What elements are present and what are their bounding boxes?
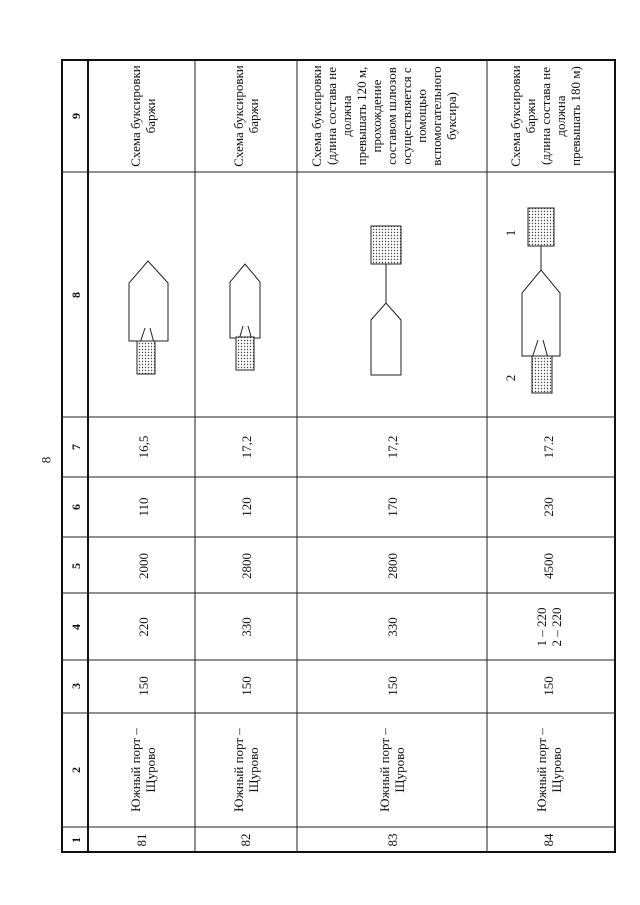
cell-col-6: 170: [385, 497, 400, 517]
note-line: баржи: [246, 98, 261, 134]
barge: [137, 341, 155, 374]
route-line-1: Южный порт –: [231, 728, 246, 812]
header-col-8: 8: [69, 292, 83, 298]
cell-col-7: 17,2: [385, 435, 400, 459]
tow-line: [543, 340, 548, 358]
cell-col-6: 230: [541, 497, 556, 517]
note-line: баржи: [143, 98, 158, 134]
cell-col-6: 110: [136, 497, 151, 517]
header-col-1: 1: [69, 837, 83, 843]
cell-col-4: 330: [385, 617, 400, 637]
cell-col-4: 220: [136, 617, 151, 637]
note-line: превышать 180 м): [568, 66, 583, 166]
note-line: должна: [553, 95, 568, 137]
cell-col-3: 150: [136, 676, 151, 696]
cell-col-4-line-2: 2 – 220: [549, 607, 564, 647]
note-line: Схема буксировки: [508, 65, 523, 167]
cell-col-3: 150: [541, 676, 556, 696]
route-line-2: Щурово: [549, 747, 564, 793]
barge-2-label: 2: [503, 374, 518, 382]
note-line: осуществляется с: [399, 67, 414, 165]
header-col-9: 9: [69, 113, 83, 119]
cell-col-3: 150: [239, 676, 254, 696]
note-line: (длина состава не: [538, 66, 553, 166]
cell-col-5: 2800: [239, 553, 254, 579]
barge-1: [528, 208, 554, 246]
note-line: должна: [339, 95, 354, 137]
note-line: прохождение: [369, 79, 384, 153]
row-number: 83: [385, 833, 400, 847]
tug-hull: [230, 264, 260, 338]
note-line: помощью: [414, 89, 429, 143]
table-row: [230, 65, 261, 846]
barge: [371, 226, 401, 264]
barge-2: [532, 356, 552, 393]
table-row: [503, 65, 583, 846]
route-line-2: Щурово: [392, 747, 407, 793]
route-line-1: Южный порт –: [128, 728, 143, 812]
tug-hull: [371, 303, 401, 375]
cell-col-4: 330: [239, 617, 254, 637]
cell-col-7: 17.2: [541, 435, 556, 459]
page-number: 8: [38, 456, 54, 464]
cell-col-7: 16,5: [136, 435, 151, 459]
tug-hull: [522, 270, 560, 356]
towing-diagram: [503, 208, 560, 393]
cell-col-4-line-1: 1 – 220: [534, 607, 549, 647]
route-line-1: Южный порт –: [534, 728, 549, 812]
header-col-3: 3: [69, 683, 83, 689]
tug-hull: [129, 261, 168, 341]
note-line: Схема буксировки: [309, 65, 324, 167]
cell-col-7: 17,2: [239, 435, 254, 459]
row-number: 81: [134, 833, 149, 847]
note-line: вспомогательного: [429, 66, 444, 166]
note-line: Схема буксировки: [128, 65, 143, 167]
route-line-1: Южный порт –: [377, 728, 392, 812]
cell-col-6: 120: [239, 497, 254, 517]
table-row: [128, 65, 168, 846]
header-col-4: 4: [69, 624, 83, 630]
note-line: Схема буксировки: [231, 65, 246, 167]
header-col-5: 5: [69, 563, 83, 569]
cell-col-5: 2000: [136, 553, 151, 579]
note-line: составом шлюзов: [384, 67, 399, 165]
header-row: [69, 113, 83, 843]
barge-1-label: 1: [503, 229, 518, 237]
header-col-7: 7: [69, 444, 83, 450]
cell-col-5: 4500: [541, 553, 556, 579]
route-line-2: Щурово: [143, 747, 158, 793]
row-number: 82: [238, 833, 253, 847]
tow-line: [532, 340, 538, 358]
towing-diagram: [371, 226, 401, 375]
note-line: (длина состава не: [324, 66, 339, 166]
table-row: [309, 65, 459, 846]
route-line-2: Щурово: [246, 747, 261, 793]
cell-col-5: 2800: [385, 553, 400, 579]
cell-col-3: 150: [385, 676, 400, 696]
row-number: 84: [541, 833, 556, 847]
note-line: превышать 120 м,: [354, 66, 369, 166]
barge: [236, 337, 254, 370]
header-col-2: 2: [69, 767, 83, 773]
header-col-6: 6: [69, 504, 83, 510]
towing-diagram: [129, 261, 168, 374]
note-line: баржи: [523, 98, 538, 134]
towing-diagram: [230, 264, 260, 370]
note-line: буксира): [444, 92, 459, 140]
